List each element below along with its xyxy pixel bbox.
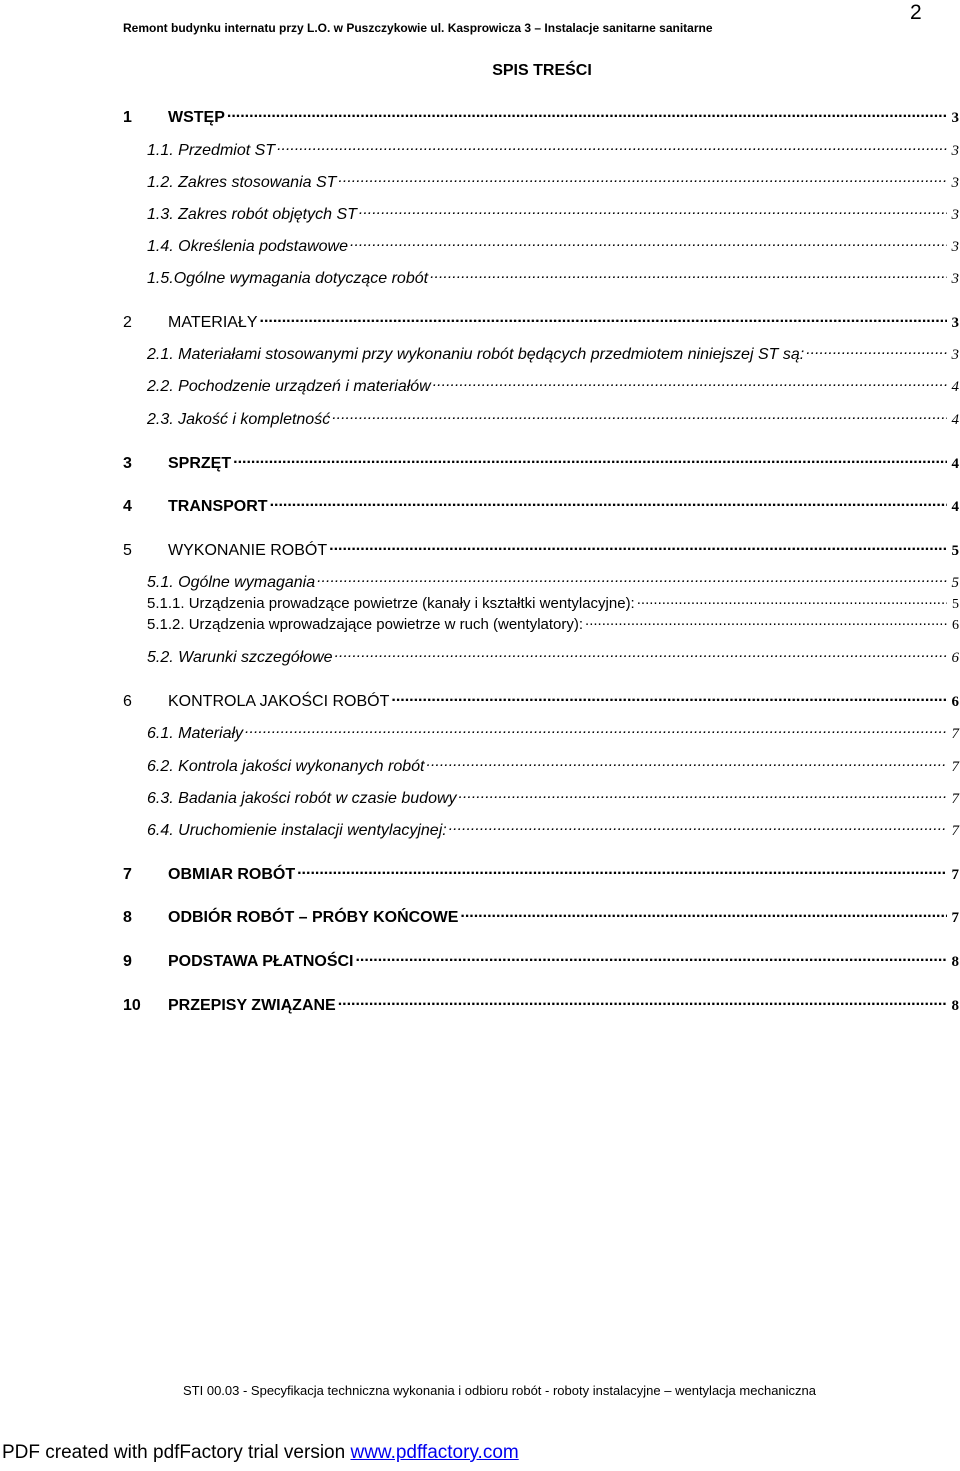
toc-title: SPIS TREŚCI (492, 62, 592, 79)
toc-entry-6-1[interactable] (147, 722, 959, 744)
dot-leader (277, 139, 947, 155)
toc-entry-number: 1.3. (147, 206, 174, 223)
toc-entry-title: Warunki szczegółowe (178, 649, 333, 666)
toc-entry-number: 6 (123, 693, 132, 710)
toc-entry-title: MATERIAŁY (168, 314, 258, 331)
toc-entry-number: 4 (123, 498, 132, 515)
toc-entry-page: 7 (951, 823, 959, 839)
toc-entry-number: 5.2. (147, 649, 174, 666)
toc-entry-6[interactable] (123, 690, 959, 712)
toc-entry-page: 7 (951, 910, 959, 926)
toc-entry-number: 1 (123, 109, 132, 126)
toc-entry-2-1[interactable] (147, 343, 959, 365)
toc-entry-2[interactable] (123, 311, 959, 333)
toc-entry-1-3[interactable] (147, 203, 959, 225)
toc-entry-title: SPRZĘT (168, 455, 232, 472)
toc-entry-number: 1.5. (147, 270, 174, 287)
toc-entry-page: 6 (952, 618, 959, 633)
toc-entry-number: 10 (123, 997, 141, 1014)
toc-entry-number: 1.2. (147, 174, 174, 191)
dot-leader (359, 203, 947, 219)
toc-entry-number: 9 (123, 953, 132, 970)
toc-entry-title: Badania jakości robót w czasie budowy (178, 790, 457, 807)
toc-entry-1[interactable] (123, 106, 959, 128)
toc-entry-title: PODSTAWA PŁATNOŚCI (168, 953, 354, 970)
dot-leader (233, 452, 947, 468)
dot-leader (459, 787, 947, 803)
toc-entry-1-4[interactable] (147, 235, 959, 257)
toc-entry-page: 3 (951, 271, 959, 287)
running-header: Remont budynku internatu przy L.O. w Puszczykowie ul. Kasprowicza 3 – Instalacje sanitarne sanitarne (123, 21, 713, 35)
dot-leader (338, 171, 947, 187)
toc-entry-page: 8 (951, 954, 959, 970)
toc-entry-5[interactable] (123, 539, 959, 561)
toc-entry-number: 6.1. (147, 725, 174, 742)
toc-entry-page: 5 (951, 575, 959, 591)
toc-entry-page: 3 (951, 347, 959, 363)
toc-entry-title: Materiały (178, 725, 244, 742)
toc-entry-6-3[interactable] (147, 787, 959, 809)
toc-entry-page: 3 (951, 207, 959, 223)
dot-leader (260, 311, 948, 327)
toc-entry-number: 2.2. (147, 378, 174, 395)
toc-entry-title: Określenia podstawowe (178, 238, 349, 255)
toc-entry-page: 5 (952, 597, 959, 612)
toc-entry-2-2[interactable] (147, 375, 959, 397)
dot-leader (329, 539, 947, 555)
toc-entry-number: 6.2. (147, 758, 174, 775)
toc-entry-page: 4 (951, 379, 959, 395)
toc-entry-title: WSTĘP (168, 109, 225, 126)
toc-entry-number: 5.1.1. (147, 595, 185, 612)
toc-entry-page: 3 (951, 239, 959, 255)
toc-entry-10[interactable] (123, 994, 959, 1016)
toc-entry-1-1[interactable] (147, 139, 959, 161)
toc-entry-5-2[interactable] (147, 646, 959, 668)
toc-entry-title: Przedmiot ST (178, 142, 276, 159)
toc-entry-page: 4 (951, 499, 959, 515)
toc-entry-number: 5.1.2. (147, 616, 185, 633)
dot-leader (430, 267, 947, 283)
running-footer: STI 00.03 - Specyfikacja techniczna wykonania i odbioru robót - roboty instalacyjne – wentylacja mechaniczna (183, 1383, 817, 1398)
toc-entry-title: Materiałami stosowanymi przy wykonaniu robót będących przedmiotem niniejszej ST są: (178, 346, 805, 363)
toc-entry-page: 6 (951, 650, 959, 666)
toc-entry-page: 3 (951, 175, 959, 191)
dot-leader (449, 819, 947, 835)
toc-entry-number: 1.4. (147, 238, 174, 255)
toc-entry-5-1-1[interactable] (147, 593, 959, 615)
dot-leader (460, 906, 947, 922)
dot-leader (338, 994, 947, 1010)
dot-leader (391, 690, 947, 706)
toc-entry-number: 3 (123, 455, 132, 472)
dot-leader (637, 593, 947, 608)
toc-entry-page: 3 (951, 110, 959, 126)
toc-entry-page: 7 (951, 759, 959, 775)
toc-entry-title: Uruchomienie instalacji wentylacyjnej: (178, 822, 447, 839)
toc-entry-title: Zakres robót objętych ST (178, 206, 357, 223)
toc-entry-4[interactable] (123, 495, 959, 517)
toc-entry-8[interactable] (123, 906, 959, 928)
toc-entry-number: 7 (123, 866, 132, 883)
toc-entry-number: 1.1. (147, 142, 174, 159)
dot-leader (227, 106, 947, 122)
dot-leader (806, 343, 947, 359)
pdf-banner-text: PDF created with pdfFactory trial version (2, 1442, 351, 1463)
toc-entry-6-4[interactable] (147, 819, 959, 841)
toc-entry-1-5[interactable] (147, 267, 959, 289)
toc-entry-number: 8 (123, 909, 132, 926)
dot-leader (585, 614, 947, 629)
toc-entry-page: 7 (951, 867, 959, 883)
toc-entry-title: Urządzenia wprowadzające powietrze w ruch (wentylatory): (188, 616, 584, 633)
toc-entry-title: Zakres stosowania ST (178, 174, 337, 191)
toc-entry-page: 8 (951, 998, 959, 1014)
toc-entry-page: 4 (951, 456, 959, 472)
pdf-trial-banner (2, 1442, 519, 1464)
toc-entry-3[interactable] (123, 452, 959, 474)
toc-entry-title: Ogólne wymagania (178, 574, 316, 591)
toc-entry-page: 4 (951, 412, 959, 428)
dot-leader (350, 235, 947, 251)
toc-entry-title: PRZEPISY ZWIĄZANE (168, 997, 336, 1014)
toc-entry-page: 5 (951, 543, 959, 559)
toc-entry-number: 2 (123, 314, 132, 331)
toc-entry-page: 3 (951, 143, 959, 159)
toc-entry-page: 3 (951, 315, 959, 331)
toc-entry-number: 6.3. (147, 790, 174, 807)
toc-entry-page: 7 (951, 791, 959, 807)
toc-entry-title: WYKONANIE ROBÓT (168, 542, 328, 559)
toc-entry-7[interactable] (123, 863, 959, 885)
toc-entry-number: 6.4. (147, 822, 174, 839)
toc-entry-title: KONTROLA JAKOŚCI ROBÓT (168, 693, 390, 710)
dot-leader (335, 646, 947, 662)
toc-entry-number: 5 (123, 542, 132, 559)
toc-entry-2-3[interactable] (147, 408, 959, 430)
toc-entry-page: 6 (951, 694, 959, 710)
toc-entry-title: Kontrola jakości wykonanych robót (178, 758, 425, 775)
toc-entry-title: Pochodzenie urządzeń i materiałów (178, 378, 431, 395)
toc-entry-title: Urządzenia prowadzące powietrze (kanały i kształtki wentylacyjne): (188, 595, 635, 612)
toc-entry-5-1-2[interactable] (147, 614, 959, 636)
toc-entry-number: 2.3. (147, 411, 174, 428)
toc-entry-number: 5.1. (147, 574, 174, 591)
dot-leader (332, 408, 947, 424)
dot-leader (433, 375, 947, 391)
toc-entry-5-1[interactable] (147, 571, 959, 593)
page-number: 2 (910, 1, 922, 24)
dot-leader (270, 495, 947, 511)
toc-entry-1-2[interactable] (147, 171, 959, 193)
dot-leader (317, 571, 947, 587)
toc-entry-number: 2.1. (147, 346, 174, 363)
dot-leader (427, 755, 948, 771)
toc-entry-6-2[interactable] (147, 755, 959, 777)
toc-entry-title: Jakość i kompletność (178, 411, 331, 428)
toc-entry-title: TRANSPORT (168, 498, 268, 515)
toc-entry-title: ODBIÓR ROBÓT – PRÓBY KOŃCOWE (168, 909, 459, 926)
toc-entry-9[interactable] (123, 950, 959, 972)
dot-leader (245, 722, 947, 738)
toc-entry-page: 7 (951, 726, 959, 742)
dot-leader (355, 950, 947, 966)
toc-entry-title: Ogólne wymagania dotyczące robót (173, 270, 429, 287)
dot-leader (297, 863, 947, 879)
toc-entry-title: OBMIAR ROBÓT (168, 866, 296, 883)
pdffactory-link[interactable]: www.pdffactory.com (350, 1442, 519, 1463)
